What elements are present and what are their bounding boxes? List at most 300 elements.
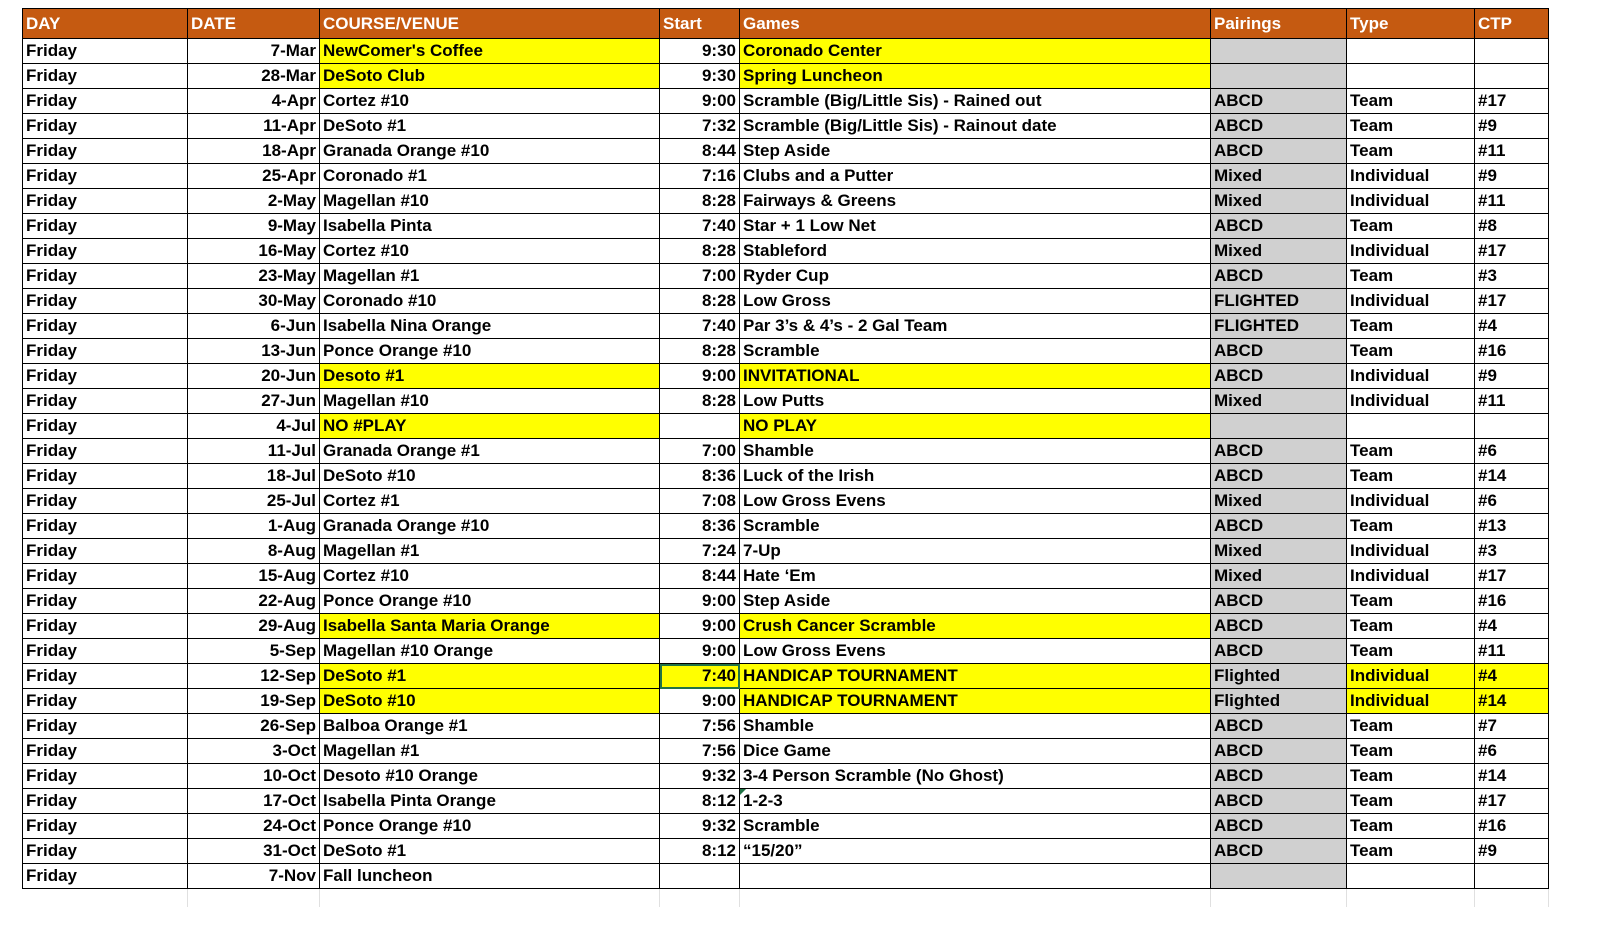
cell-pairings[interactable]: ABCD xyxy=(1211,114,1347,139)
cell-game[interactable]: Shamble xyxy=(740,439,1211,464)
cell-game[interactable]: Coronado Center xyxy=(740,39,1211,64)
cell-venue[interactable]: Magellan #1 xyxy=(320,739,660,764)
cell-venue[interactable]: Ponce Orange #10 xyxy=(320,589,660,614)
cell-game[interactable]: HANDICAP TOURNAMENT xyxy=(740,689,1211,714)
cell-day[interactable]: Friday xyxy=(23,464,188,489)
cell-day[interactable]: Friday xyxy=(23,614,188,639)
cell-date[interactable]: 18-Jul xyxy=(188,464,320,489)
cell-pairings[interactable] xyxy=(1211,864,1347,889)
cell-ctp[interactable]: #4 xyxy=(1475,614,1549,639)
cell-day[interactable]: Friday xyxy=(23,214,188,239)
cell-date[interactable]: 6-Jun xyxy=(188,314,320,339)
cell-date[interactable]: 7-Mar xyxy=(188,39,320,64)
cell-pairings[interactable]: ABCD xyxy=(1211,714,1347,739)
cell-date[interactable]: 10-Oct xyxy=(188,764,320,789)
cell-day[interactable]: Friday xyxy=(23,264,188,289)
cell-day[interactable]: Friday xyxy=(23,489,188,514)
cell-pairings[interactable]: Mixed xyxy=(1211,564,1347,589)
cell-game[interactable]: Stableford xyxy=(740,239,1211,264)
cell-venue[interactable]: Ponce Orange #10 xyxy=(320,814,660,839)
cell-start[interactable]: 9:00 xyxy=(660,689,740,714)
cell-game[interactable]: HANDICAP TOURNAMENT xyxy=(740,664,1211,689)
cell-day[interactable]: Friday xyxy=(23,789,188,814)
cell-pairings[interactable] xyxy=(1211,39,1347,64)
cell-game[interactable] xyxy=(740,864,1211,889)
cell-type[interactable]: Team xyxy=(1347,814,1475,839)
cell-day[interactable]: Friday xyxy=(23,189,188,214)
cell-day[interactable]: Friday xyxy=(23,514,188,539)
cell-type[interactable]: Individual xyxy=(1347,389,1475,414)
cell-type[interactable]: Team xyxy=(1347,614,1475,639)
cell-day[interactable]: Friday xyxy=(23,714,188,739)
empty-cell[interactable] xyxy=(740,889,1211,908)
cell-type[interactable]: Individual xyxy=(1347,489,1475,514)
cell-pairings[interactable]: Mixed xyxy=(1211,189,1347,214)
cell-game[interactable]: Par 3’s & 4’s - 2 Gal Team xyxy=(740,314,1211,339)
header-type[interactable]: Type xyxy=(1347,9,1475,39)
cell-ctp[interactable]: #11 xyxy=(1475,389,1549,414)
empty-cell[interactable] xyxy=(320,889,660,908)
cell-start[interactable]: 7:56 xyxy=(660,739,740,764)
empty-cell[interactable] xyxy=(660,889,740,908)
cell-venue[interactable]: Granada Orange #1 xyxy=(320,439,660,464)
cell-day[interactable]: Friday xyxy=(23,839,188,864)
cell-date[interactable]: 20-Jun xyxy=(188,364,320,389)
table-row xyxy=(23,339,1549,364)
cell-venue[interactable]: Granada Orange #10 xyxy=(320,514,660,539)
cell-date[interactable]: 28-Mar xyxy=(188,64,320,89)
cell-type[interactable]: Team xyxy=(1347,139,1475,164)
cell-game[interactable]: Low Gross Evens xyxy=(740,639,1211,664)
cell-type[interactable]: Individual xyxy=(1347,664,1475,689)
cell-start[interactable]: 8:28 xyxy=(660,289,740,314)
cell-type[interactable] xyxy=(1347,64,1475,89)
cell-day[interactable]: Friday xyxy=(23,814,188,839)
cell-game[interactable]: Crush Cancer Scramble xyxy=(740,614,1211,639)
cell-start[interactable]: 7:08 xyxy=(660,489,740,514)
cell-date[interactable]: 13-Jun xyxy=(188,339,320,364)
cell-ctp[interactable]: #7 xyxy=(1475,714,1549,739)
cell-ctp[interactable] xyxy=(1475,414,1549,439)
cell-venue[interactable]: DeSoto #1 xyxy=(320,839,660,864)
cell-type[interactable] xyxy=(1347,414,1475,439)
cell-venue[interactable]: Cortez #1 xyxy=(320,489,660,514)
cell-date[interactable]: 23-May xyxy=(188,264,320,289)
header-ctp[interactable]: CTP xyxy=(1475,9,1549,39)
cell-type[interactable] xyxy=(1347,39,1475,64)
cell-game[interactable] xyxy=(740,789,1211,814)
cell-ctp[interactable]: #9 xyxy=(1475,164,1549,189)
cell-pairings[interactable]: ABCD xyxy=(1211,589,1347,614)
cell-venue[interactable]: Granada Orange #10 xyxy=(320,139,660,164)
cell-type[interactable]: Individual xyxy=(1347,689,1475,714)
cell-day[interactable]: Friday xyxy=(23,439,188,464)
cell-start[interactable]: 9:00 xyxy=(660,364,740,389)
cell-game[interactable]: 7-Up xyxy=(740,539,1211,564)
cell-ctp[interactable]: #11 xyxy=(1475,189,1549,214)
cell-pairings[interactable]: ABCD xyxy=(1211,339,1347,364)
cell-day[interactable]: Friday xyxy=(23,164,188,189)
cell-pairings[interactable]: Mixed xyxy=(1211,389,1347,414)
header-day[interactable]: DAY xyxy=(23,9,188,39)
cell-type[interactable]: Team xyxy=(1347,589,1475,614)
table-row xyxy=(23,39,1549,64)
cell-date[interactable]: 11-Apr xyxy=(188,114,320,139)
cell-ctp[interactable] xyxy=(1475,864,1549,889)
cell-day[interactable]: Friday xyxy=(23,664,188,689)
cell-date[interactable]: 29-Aug xyxy=(188,614,320,639)
cell-day[interactable]: Friday xyxy=(23,864,188,889)
empty-cell[interactable] xyxy=(1475,889,1549,908)
cell-type[interactable]: Individual xyxy=(1347,189,1475,214)
table-row xyxy=(23,264,1549,289)
cell-date[interactable]: 17-Oct xyxy=(188,789,320,814)
cell-date[interactable]: 8-Aug xyxy=(188,539,320,564)
cell-type[interactable]: Team xyxy=(1347,114,1475,139)
cell-start[interactable]: 9:30 xyxy=(660,64,740,89)
cell-day[interactable]: Friday xyxy=(23,314,188,339)
cell-game[interactable]: 3-4 Person Scramble (No Ghost) xyxy=(740,764,1211,789)
cell-venue[interactable]: Desoto #1 xyxy=(320,364,660,389)
cell-pairings[interactable]: ABCD xyxy=(1211,264,1347,289)
cell-ctp[interactable]: #17 xyxy=(1475,564,1549,589)
cell-pairings[interactable]: FLIGHTED xyxy=(1211,314,1347,339)
cell-type[interactable]: Team xyxy=(1347,839,1475,864)
cell-type[interactable]: Team xyxy=(1347,714,1475,739)
cell-venue[interactable]: DeSoto #10 xyxy=(320,689,660,714)
cell-date[interactable]: 18-Apr xyxy=(188,139,320,164)
cell-ctp[interactable]: #4 xyxy=(1475,314,1549,339)
cell-start[interactable]: 7:32 xyxy=(660,114,740,139)
cell-ctp[interactable]: #16 xyxy=(1475,339,1549,364)
cell-game[interactable]: Low Putts xyxy=(740,389,1211,414)
cell-start[interactable]: 7:16 xyxy=(660,164,740,189)
header-venue[interactable]: COURSE/VENUE xyxy=(320,9,660,39)
cell-pairings[interactable]: ABCD xyxy=(1211,514,1347,539)
cell-date[interactable]: 7-Nov xyxy=(188,864,320,889)
cell-ctp[interactable]: #4 xyxy=(1475,664,1549,689)
cell-date[interactable]: 22-Aug xyxy=(188,589,320,614)
cell-venue[interactable]: Desoto #10 Orange xyxy=(320,764,660,789)
cell-day[interactable]: Friday xyxy=(23,89,188,114)
spreadsheet xyxy=(22,8,1549,907)
cell-date[interactable]: 25-Jul xyxy=(188,489,320,514)
cell-ctp[interactable]: #6 xyxy=(1475,739,1549,764)
cell-date[interactable]: 31-Oct xyxy=(188,839,320,864)
cell-date[interactable]: 30-May xyxy=(188,289,320,314)
cell-venue[interactable]: Coronado #10 xyxy=(320,289,660,314)
cell-day[interactable]: Friday xyxy=(23,764,188,789)
table-row xyxy=(23,239,1549,264)
cell-venue[interactable]: Cortez #10 xyxy=(320,239,660,264)
cell-type[interactable]: Team xyxy=(1347,264,1475,289)
cell-pairings[interactable]: ABCD xyxy=(1211,614,1347,639)
cell-start[interactable]: 7:24 xyxy=(660,539,740,564)
cell-ctp[interactable]: #6 xyxy=(1475,439,1549,464)
cell-type[interactable]: Team xyxy=(1347,314,1475,339)
cell-day[interactable]: Friday xyxy=(23,639,188,664)
cell-date[interactable]: 25-Apr xyxy=(188,164,320,189)
cell-date[interactable]: 4-Jul xyxy=(188,414,320,439)
cell-pairings[interactable]: ABCD xyxy=(1211,89,1347,114)
cell-game[interactable]: Scramble xyxy=(740,514,1211,539)
cell-venue[interactable]: Magellan #1 xyxy=(320,264,660,289)
cell-venue[interactable]: Balboa Orange #1 xyxy=(320,714,660,739)
cell-date[interactable]: 4-Apr xyxy=(188,89,320,114)
cell-day[interactable]: Friday xyxy=(23,589,188,614)
empty-cell[interactable] xyxy=(1211,889,1347,908)
cell-ctp[interactable]: #14 xyxy=(1475,689,1549,714)
cell-venue[interactable]: DeSoto #1 xyxy=(320,664,660,689)
cell-venue[interactable]: Coronado #1 xyxy=(320,164,660,189)
cell-game[interactable]: “15/20” xyxy=(740,839,1211,864)
cell-start[interactable]: 7:00 xyxy=(660,264,740,289)
cell-start[interactable]: 8:12 xyxy=(660,839,740,864)
cell-pairings[interactable]: ABCD xyxy=(1211,814,1347,839)
cell-ctp[interactable]: #17 xyxy=(1475,289,1549,314)
cell-pairings[interactable]: Mixed xyxy=(1211,539,1347,564)
cell-start[interactable]: 7:56 xyxy=(660,714,740,739)
cell-type[interactable]: Team xyxy=(1347,739,1475,764)
cell-start[interactable]: 8:28 xyxy=(660,389,740,414)
cell-type[interactable]: Individual xyxy=(1347,164,1475,189)
cell-start[interactable]: 9:32 xyxy=(660,764,740,789)
cell-pairings[interactable]: Flighted xyxy=(1211,664,1347,689)
cell-type[interactable] xyxy=(1347,864,1475,889)
cell-day[interactable]: Friday xyxy=(23,114,188,139)
cell-ctp[interactable]: #16 xyxy=(1475,814,1549,839)
cell-date[interactable]: 26-Sep xyxy=(188,714,320,739)
cell-day[interactable]: Friday xyxy=(23,139,188,164)
cell-date[interactable]: 11-Jul xyxy=(188,439,320,464)
cell-date[interactable]: 12-Sep xyxy=(188,664,320,689)
cell-start[interactable]: 7:40 xyxy=(660,314,740,339)
cell-type[interactable]: Team xyxy=(1347,89,1475,114)
cell-pairings[interactable]: Mixed xyxy=(1211,489,1347,514)
cell-venue[interactable]: NO #PLAY xyxy=(320,414,660,439)
cell-day[interactable]: Friday xyxy=(23,689,188,714)
cell-type[interactable]: Team xyxy=(1347,514,1475,539)
cell-pairings[interactable]: Mixed xyxy=(1211,239,1347,264)
cell-venue[interactable]: Magellan #10 xyxy=(320,189,660,214)
cell-ctp[interactable]: #9 xyxy=(1475,839,1549,864)
empty-cell[interactable] xyxy=(23,889,188,908)
cell-date[interactable]: 19-Sep xyxy=(188,689,320,714)
cell-day[interactable]: Friday xyxy=(23,389,188,414)
cell-start[interactable]: 8:28 xyxy=(660,339,740,364)
cell-game[interactable]: Low Gross Evens xyxy=(740,489,1211,514)
cell-day[interactable]: Friday xyxy=(23,414,188,439)
cell-pairings[interactable]: Flighted xyxy=(1211,689,1347,714)
cell-game[interactable]: Scramble xyxy=(740,339,1211,364)
table-row xyxy=(23,839,1549,864)
empty-cell[interactable] xyxy=(1347,889,1475,908)
cell-start[interactable]: 8:28 xyxy=(660,239,740,264)
cell-start[interactable]: 8:28 xyxy=(660,189,740,214)
table-row xyxy=(23,414,1549,439)
cell-day[interactable]: Friday xyxy=(23,364,188,389)
cell-ctp[interactable]: #14 xyxy=(1475,464,1549,489)
table-row xyxy=(23,539,1549,564)
cell-ctp[interactable] xyxy=(1475,39,1549,64)
cell-date[interactable]: 24-Oct xyxy=(188,814,320,839)
cell-venue[interactable]: Isabella Nina Orange xyxy=(320,314,660,339)
cell-start[interactable]: 9:00 xyxy=(660,589,740,614)
cell-start[interactable]: 8:36 xyxy=(660,464,740,489)
cell-start[interactable]: 8:44 xyxy=(660,139,740,164)
cell-game[interactable]: Low Gross xyxy=(740,289,1211,314)
table-row xyxy=(23,739,1549,764)
cell-ctp[interactable]: #17 xyxy=(1475,789,1549,814)
cell-type[interactable]: Team xyxy=(1347,339,1475,364)
cell-pairings[interactable]: ABCD xyxy=(1211,764,1347,789)
cell-game[interactable]: Step Aside xyxy=(740,139,1211,164)
cell-ctp[interactable]: #11 xyxy=(1475,639,1549,664)
cell-pairings[interactable]: ABCD xyxy=(1211,439,1347,464)
cell-game[interactable]: Clubs and a Putter xyxy=(740,164,1211,189)
cell-venue[interactable]: Magellan #10 Orange xyxy=(320,639,660,664)
cell-start[interactable]: 7:40 xyxy=(660,214,740,239)
cell-type[interactable]: Individual xyxy=(1347,364,1475,389)
cell-pairings[interactable]: ABCD xyxy=(1211,139,1347,164)
cell-day[interactable]: Friday xyxy=(23,39,188,64)
cell-ctp[interactable]: #9 xyxy=(1475,364,1549,389)
cell-ctp[interactable]: #6 xyxy=(1475,489,1549,514)
cell-ctp[interactable]: #14 xyxy=(1475,764,1549,789)
cell-game[interactable]: Ryder Cup xyxy=(740,264,1211,289)
cell-date[interactable]: 15-Aug xyxy=(188,564,320,589)
cell-start[interactable]: 9:32 xyxy=(660,814,740,839)
cell-type[interactable]: Team xyxy=(1347,214,1475,239)
cell-date[interactable]: 27-Jun xyxy=(188,389,320,414)
cell-ctp[interactable]: #3 xyxy=(1475,264,1549,289)
cell-venue[interactable]: Isabella Pinta xyxy=(320,214,660,239)
cell-date[interactable]: 1-Aug xyxy=(188,514,320,539)
empty-cell[interactable] xyxy=(188,889,320,908)
cell-type[interactable]: Team xyxy=(1347,764,1475,789)
cell-game[interactable]: Scramble (Big/Little Sis) - Rainout date xyxy=(740,114,1211,139)
cell-date[interactable]: 9-May xyxy=(188,214,320,239)
cell-venue[interactable]: Isabella Pinta Orange xyxy=(320,789,660,814)
cell-pairings[interactable]: ABCD xyxy=(1211,214,1347,239)
cell-game[interactable]: Scramble xyxy=(740,814,1211,839)
cell-venue[interactable]: DeSoto Club xyxy=(320,64,660,89)
cell-day[interactable]: Friday xyxy=(23,564,188,589)
cell-day[interactable]: Friday xyxy=(23,739,188,764)
cell-game[interactable]: NO PLAY xyxy=(740,414,1211,439)
cell-venue[interactable]: Cortez #10 xyxy=(320,89,660,114)
header-pairings[interactable]: Pairings xyxy=(1211,9,1347,39)
cell-start[interactable]: 8:12 xyxy=(660,789,740,814)
cell-venue[interactable]: DeSoto #1 xyxy=(320,114,660,139)
cell-start[interactable]: 9:00 xyxy=(660,89,740,114)
table-row xyxy=(23,314,1549,339)
cell-venue[interactable]: DeSoto #10 xyxy=(320,464,660,489)
cell-ctp[interactable]: #3 xyxy=(1475,539,1549,564)
cell-pairings[interactable]: ABCD xyxy=(1211,789,1347,814)
cell-pairings[interactable]: ABCD xyxy=(1211,739,1347,764)
cell-venue[interactable]: Magellan #10 xyxy=(320,389,660,414)
cell-date[interactable]: 16-May xyxy=(188,239,320,264)
table-row xyxy=(23,164,1549,189)
cell-start[interactable]: 7:40 xyxy=(660,664,740,689)
cell-start[interactable]: 9:00 xyxy=(660,614,740,639)
cell-game[interactable]: Star + 1 Low Net xyxy=(740,214,1211,239)
cell-venue[interactable]: Cortez #10 xyxy=(320,564,660,589)
cell-day[interactable]: Friday xyxy=(23,339,188,364)
cell-ctp[interactable]: #11 xyxy=(1475,139,1549,164)
cell-date[interactable]: 5-Sep xyxy=(188,639,320,664)
header-date[interactable]: DATE xyxy=(188,9,320,39)
cell-day[interactable]: Friday xyxy=(23,539,188,564)
cell-start[interactable]: 9:30 xyxy=(660,39,740,64)
cell-start[interactable]: 7:00 xyxy=(660,439,740,464)
cell-venue[interactable]: Magellan #1 xyxy=(320,539,660,564)
cell-start[interactable]: 8:44 xyxy=(660,564,740,589)
cell-pairings[interactable]: FLIGHTED xyxy=(1211,289,1347,314)
cell-ctp[interactable]: #9 xyxy=(1475,114,1549,139)
cell-start[interactable] xyxy=(660,864,740,889)
cell-type[interactable]: Individual xyxy=(1347,289,1475,314)
header-games[interactable]: Games xyxy=(740,9,1211,39)
cell-start[interactable]: 8:36 xyxy=(660,514,740,539)
cell-date[interactable]: 2-May xyxy=(188,189,320,214)
cell-pairings[interactable]: Mixed xyxy=(1211,164,1347,189)
cell-game[interactable]: INVITATIONAL xyxy=(740,364,1211,389)
cell-pairings[interactable]: ABCD xyxy=(1211,839,1347,864)
cell-game[interactable]: Spring Luncheon xyxy=(740,64,1211,89)
cell-ctp[interactable]: #13 xyxy=(1475,514,1549,539)
header-start[interactable]: Start xyxy=(660,9,740,39)
cell-ctp[interactable]: #16 xyxy=(1475,589,1549,614)
cell-venue[interactable]: Ponce Orange #10 xyxy=(320,339,660,364)
cell-type[interactable]: Team xyxy=(1347,639,1475,664)
cell-day[interactable]: Friday xyxy=(23,289,188,314)
cell-type[interactable]: Team xyxy=(1347,789,1475,814)
cell-date[interactable]: 3-Oct xyxy=(188,739,320,764)
cell-game[interactable]: Fairways & Greens xyxy=(740,189,1211,214)
cell-pairings[interactable] xyxy=(1211,414,1347,439)
cell-game[interactable]: Dice Game xyxy=(740,739,1211,764)
cell-ctp[interactable]: #17 xyxy=(1475,239,1549,264)
cell-type[interactable]: Individual xyxy=(1347,539,1475,564)
cell-pairings[interactable]: ABCD xyxy=(1211,639,1347,664)
cell-day[interactable]: Friday xyxy=(23,239,188,264)
cell-game[interactable]: Scramble (Big/Little Sis) - Rained out xyxy=(740,89,1211,114)
cell-pairings[interactable]: ABCD xyxy=(1211,464,1347,489)
cell-day[interactable]: Friday xyxy=(23,64,188,89)
cell-type[interactable]: Individual xyxy=(1347,239,1475,264)
cell-type[interactable]: Team xyxy=(1347,439,1475,464)
cell-game[interactable]: Luck of the Irish xyxy=(740,464,1211,489)
cell-game[interactable]: Shamble xyxy=(740,714,1211,739)
cell-ctp[interactable] xyxy=(1475,64,1549,89)
cell-type[interactable]: Team xyxy=(1347,464,1475,489)
table-row xyxy=(23,564,1549,589)
cell-start[interactable]: 9:00 xyxy=(660,639,740,664)
cell-ctp[interactable]: #17 xyxy=(1475,89,1549,114)
cell-venue[interactable]: Isabella Santa Maria Orange xyxy=(320,614,660,639)
cell-venue[interactable]: NewComer's Coffee xyxy=(320,39,660,64)
cell-game[interactable]: Step Aside xyxy=(740,589,1211,614)
cell-start[interactable] xyxy=(660,414,740,439)
cell-ctp[interactable]: #8 xyxy=(1475,214,1549,239)
cell-pairings[interactable] xyxy=(1211,64,1347,89)
cell-type[interactable]: Individual xyxy=(1347,564,1475,589)
cell-pairings[interactable]: ABCD xyxy=(1211,364,1347,389)
cell-venue[interactable]: Fall luncheon xyxy=(320,864,660,889)
cell-game[interactable]: Hate ‘Em xyxy=(740,564,1211,589)
